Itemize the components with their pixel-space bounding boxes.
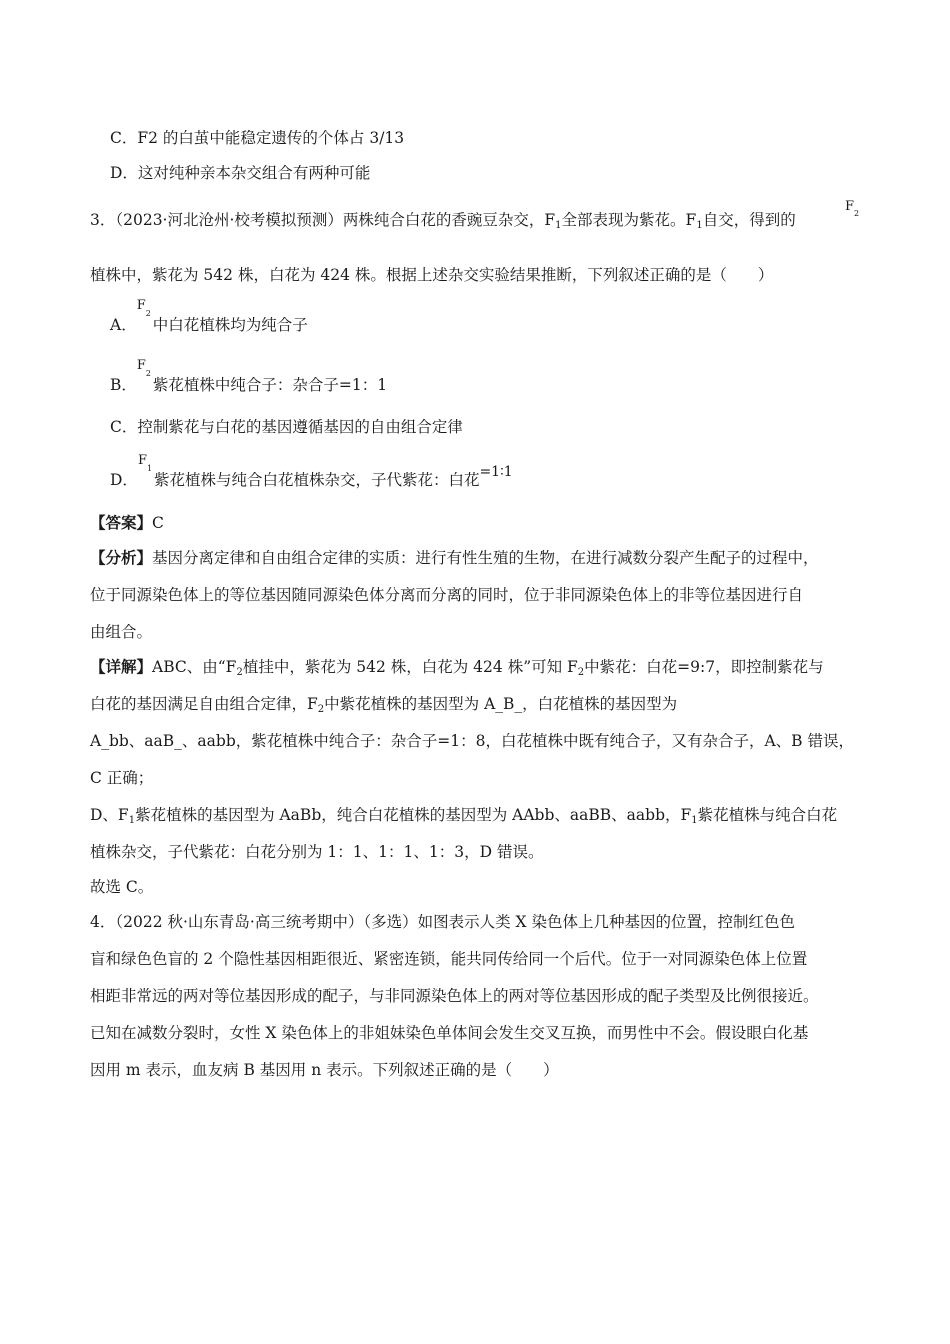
- question-3-stem-line1: 3．（2023·河北沧州·校考模拟预测）两株纯合白花的香豌豆杂交，$F_1$全部表现为紫花。$F_1$自交，得到的: [90, 211, 796, 231]
- question-4-line3: 相距非常远的两对等位基因形成的配子，与非同源染色体上的两对等位基因形成的配子类型及比例很接近。: [90, 987, 819, 1005]
- option-d-q3: D． F 1 紫花植株与纯合白花植株杂交，子代紫花：白花=1∶1: [110, 453, 513, 489]
- analysis-line3: 由组合。: [90, 623, 153, 641]
- detail-line1: 【详解】ABC、由“$F_2$植挂中，紫花为 542 株，白花为 424 株”可知 $F_2$中紫花：白花=9:7，即控制紫花与: [90, 657, 824, 678]
- detail-line3: A_bb、aaB_、aabb，紫花植株中纯合子：杂合子=1：8，白花植株中既有纯合子，又有杂合子，A、B 错误，: [90, 732, 854, 750]
- analysis-line2: 位于同源染色体上的等位基因随同源染色体分离而分离的同时，位于非同源染色体上的非等位基因进行自: [90, 586, 804, 604]
- detail-line7: 故选 C。: [90, 878, 154, 896]
- detail-line5: D、$F_1$紫花植株的基因型为 AaBb，纯合白花植株的基因型为 AAbb、aaBB、aabb，$F_1$紫花植株与纯合白花: [90, 806, 838, 826]
- question-4-line1: 4．（2022 秋·山东青岛·高三统考期中）（多选）如图表示人类 X 染色体上几种基因的位置，控制红色色: [90, 913, 795, 931]
- question-4-line2: 盲和绿色色盲的 2 个隐性基因相距很近、紧密连锁，能共同传给同一个后代。位于一对同源染色体上位置: [90, 950, 808, 968]
- option-c-q3: C．控制紫花与白花的基因遵循基因的自由组合定律: [110, 418, 463, 436]
- detail-line6: 植株杂交，子代紫花：白花分别为 1：1、1：1、1：3，D 错误。: [90, 843, 544, 861]
- question-4-line5: 因用 m 表示，血友病 B 基因用 n 表示。下列叙述正确的是（ ）: [90, 1061, 559, 1079]
- question-4-line4: 已知在减数分裂时，女性 X 染色体上的非姐妹染色单体间会发生交叉互换，而男性中不会。假设眼白化基: [90, 1024, 809, 1042]
- f2-label: $F_2$: [845, 199, 860, 218]
- answer-line: 【答案】C: [90, 513, 164, 532]
- detail-line2: 白花的基因满足自由组合定律，$F_2$中紫花植株的基因型为 A_B_，白花植株的基因型为: [90, 695, 678, 715]
- question-3-stem-line2: 植株中，紫花为 542 株，白花为 424 株。根据上述杂交实验结果推断，下列叙述正确的是（ ）: [90, 266, 774, 284]
- option-b-q3: B． F 2 紫花植株中纯合子：杂合子=1：1: [110, 358, 388, 394]
- option-c-q2: C．F2 的白茧中能稳定遗传的个体占 3/13: [110, 129, 405, 147]
- option-a-q3: A． F 2 中白花植株均为纯合子: [110, 298, 308, 334]
- option-d-q2: D．这对纯种亲本杂交组合有两种可能: [110, 164, 371, 182]
- analysis-line1: 【分析】基因分离定律和自由组合定律的实质：进行有性生殖的生物，在进行减数分裂产生配子的过程中，: [90, 548, 819, 567]
- detail-line4: C 正确；: [90, 769, 154, 787]
